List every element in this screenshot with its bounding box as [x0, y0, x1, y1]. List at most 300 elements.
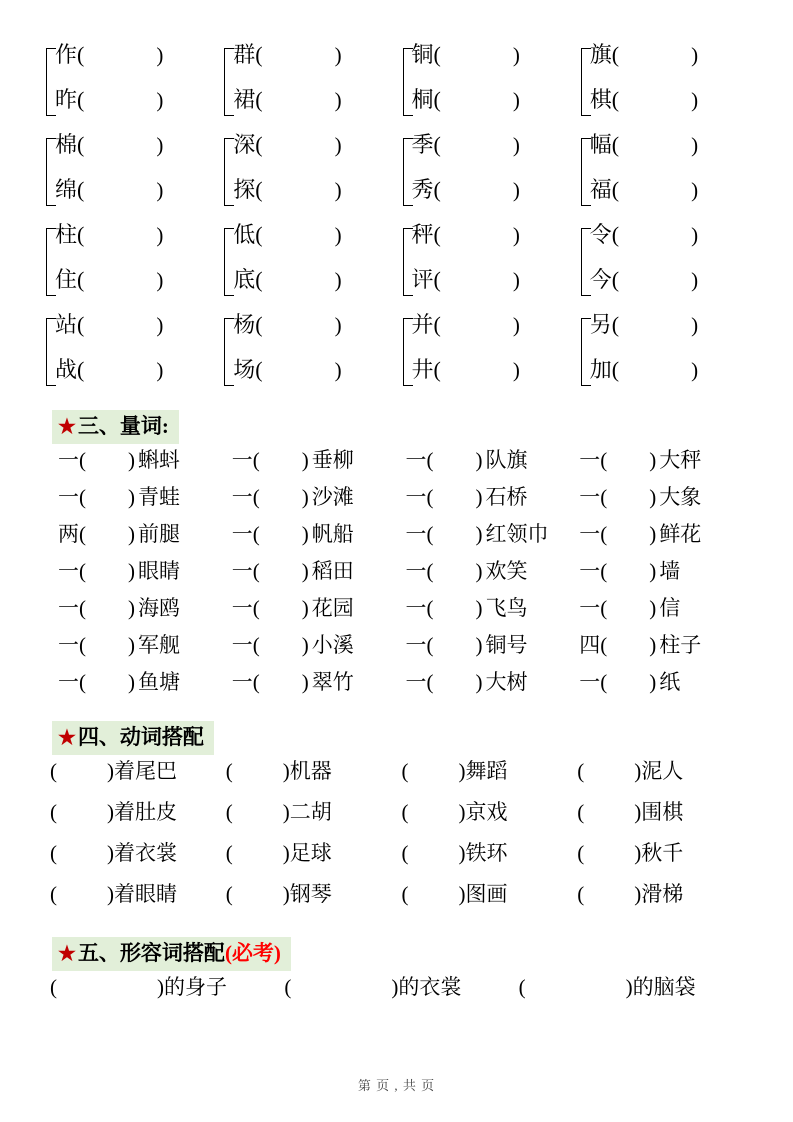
close-paren: ) [156, 358, 164, 382]
close-paren: ) [128, 485, 135, 509]
char-pair-top [55, 44, 163, 66]
char-pair-bottom [590, 269, 698, 291]
quantity-label: 一( [579, 559, 608, 583]
char-label: 旗( [589, 42, 620, 67]
open-paren: ( [50, 759, 57, 783]
measure-word-row [40, 598, 753, 619]
quantity-label: 一( [58, 670, 86, 694]
measure-word-item [406, 561, 580, 582]
close-paren: ) [475, 670, 483, 694]
open-paren: ( [225, 759, 233, 783]
noun-label: 的衣裳 [398, 975, 462, 999]
char-pair-block [40, 128, 218, 218]
char-pair-block [397, 308, 575, 398]
measure-word-item [406, 672, 580, 693]
measure-word-item [406, 450, 580, 471]
object-label: 京戏 [465, 800, 508, 824]
quantity-label: 一( [231, 522, 260, 546]
open-paren: ( [50, 800, 57, 824]
char-pair-row [40, 128, 753, 218]
close-paren: ) [512, 88, 520, 112]
close-paren: ) [282, 759, 290, 783]
noun-label: 大树 [485, 670, 528, 694]
close-paren: ) [649, 448, 657, 472]
adjective-match-item [519, 977, 753, 998]
noun-label: 纸 [659, 670, 681, 694]
char-pair-bottom [590, 179, 698, 201]
star-icon: ★ [58, 943, 76, 965]
char-pair-block [40, 308, 218, 398]
quantity-label: 一( [405, 485, 434, 509]
open-paren: ( [225, 841, 233, 865]
measure-word-item [406, 487, 580, 508]
noun-label: 大秤 [659, 448, 702, 472]
quantity-label: 一( [579, 596, 608, 620]
char-pair-block [575, 308, 753, 398]
close-paren: ) [282, 841, 290, 865]
measure-word-item [58, 635, 232, 656]
noun-label: 沙滩 [311, 485, 354, 509]
close-paren: ) [512, 358, 520, 382]
close-paren: ) [512, 268, 520, 292]
char-pair-block [218, 128, 396, 218]
measure-word-item [232, 561, 406, 582]
close-paren: ) [512, 133, 520, 157]
close-paren: ) [649, 485, 657, 509]
close-paren: ) [156, 133, 164, 157]
verb-match-item [577, 761, 753, 782]
quantity-label: 一( [405, 559, 434, 583]
char-label: 作( [55, 42, 85, 67]
measure-word-item [579, 524, 753, 545]
close-paren: ) [649, 559, 657, 583]
close-paren: ) [649, 522, 657, 546]
close-paren: ) [156, 223, 164, 247]
close-paren: ) [512, 178, 520, 202]
verb-match-item [226, 761, 402, 782]
star-icon: ★ [58, 727, 76, 749]
measure-word-item [58, 672, 232, 693]
char-pair-block [397, 218, 575, 308]
char-pair-bottom [590, 359, 698, 381]
char-pair-top [590, 314, 698, 336]
noun-label: 稻田 [311, 559, 354, 583]
close-paren: ) [691, 358, 699, 382]
close-paren: ) [156, 313, 164, 337]
quantity-label: 四( [579, 633, 608, 657]
close-paren: ) [334, 223, 342, 247]
measure-word-item [232, 672, 406, 693]
close-paren: ) [128, 448, 135, 472]
verb-match-row [40, 802, 753, 823]
object-label: 滑梯 [641, 882, 684, 906]
char-label: 住( [55, 267, 85, 292]
char-pair-bottom [233, 269, 341, 291]
char-label: 站( [55, 312, 85, 337]
close-paren: ) [156, 43, 164, 67]
close-paren: ) [649, 596, 657, 620]
char-pair-top [55, 314, 163, 336]
char-label: 群( [233, 42, 263, 67]
noun-label: 帆船 [311, 522, 354, 546]
measure-word-item [579, 450, 753, 471]
char-pair-block [575, 38, 753, 128]
close-paren: ) [475, 522, 483, 546]
measure-word-item [579, 672, 753, 693]
close-paren: ) [128, 559, 135, 583]
noun-label: 队旗 [485, 448, 528, 472]
close-paren: ) [475, 448, 483, 472]
char-pair-bottom [590, 89, 698, 111]
section-header-adjective-match [52, 937, 291, 971]
char-label: 评( [411, 267, 441, 292]
char-label: 场( [233, 357, 263, 382]
close-paren: ) [107, 882, 114, 906]
quantity-label: 一( [405, 522, 434, 546]
char-pair-top [233, 314, 341, 336]
close-paren: ) [107, 800, 114, 824]
object-label: 着眼睛 [114, 882, 177, 906]
char-pair-block [218, 218, 396, 308]
close-paren: ) [634, 800, 642, 824]
quantity-label: 一( [579, 448, 608, 472]
open-paren: ( [577, 759, 585, 783]
char-label: 低( [233, 222, 263, 247]
char-label: 桐( [411, 87, 441, 112]
close-paren: ) [691, 43, 699, 67]
quantity-label: 一( [405, 633, 434, 657]
noun-label: 欢笑 [485, 559, 528, 583]
close-paren: ) [156, 88, 164, 112]
measure-word-row [40, 487, 753, 508]
measure-word-item [579, 561, 753, 582]
quantity-label: 一( [58, 448, 86, 472]
verb-match-item [402, 761, 578, 782]
quantity-label: 一( [58, 485, 86, 509]
measure-word-row [40, 524, 753, 545]
char-pair-block [40, 218, 218, 308]
object-label: 二胡 [289, 800, 332, 824]
char-pair-bottom [55, 359, 163, 381]
char-label: 季( [411, 132, 441, 157]
char-label: 绵( [55, 177, 85, 202]
char-pair-bottom [55, 269, 163, 291]
measure-word-item [58, 450, 232, 471]
noun-label: 青蛙 [138, 485, 180, 509]
object-label: 着尾巴 [114, 759, 177, 783]
close-paren: ) [458, 759, 466, 783]
section-title: 三、量词: [77, 414, 169, 438]
open-paren: ( [50, 841, 57, 865]
char-label: 加( [589, 357, 620, 382]
section-title: 五、形容词搭配 [77, 941, 225, 965]
char-pair-top [412, 224, 520, 246]
verb-match-row [40, 843, 753, 864]
object-label: 着肚皮 [114, 800, 177, 824]
close-paren: ) [128, 670, 135, 694]
char-pair-block [575, 128, 753, 218]
verb-match-item [50, 761, 226, 782]
char-label: 今( [589, 267, 620, 292]
noun-label: 的脑袋 [632, 975, 696, 999]
page-footer: 第 页 , 共 页 [357, 1078, 436, 1093]
object-label: 机器 [289, 759, 332, 783]
star-icon: ★ [58, 416, 76, 438]
close-paren: ) [475, 596, 483, 620]
close-paren: ) [301, 448, 309, 472]
noun-label: 蝌蚪 [138, 448, 180, 472]
noun-label: 前腿 [138, 522, 180, 546]
close-paren: ) [301, 522, 309, 546]
char-label: 福( [589, 177, 620, 202]
verb-match-row [40, 884, 753, 905]
verb-match-item [50, 843, 226, 864]
char-pair-top [412, 314, 520, 336]
close-paren: ) [156, 178, 164, 202]
char-pair-block [40, 38, 218, 128]
close-paren: ) [301, 485, 309, 509]
char-label: 深( [233, 132, 263, 157]
close-paren: ) [512, 313, 520, 337]
verb-match-item [402, 884, 578, 905]
measure-word-item [232, 450, 406, 471]
measure-word-item [232, 635, 406, 656]
quantity-label: 一( [579, 522, 608, 546]
measure-word-item [406, 524, 580, 545]
char-label: 探( [233, 177, 263, 202]
open-paren: ( [284, 975, 292, 999]
close-paren: ) [301, 670, 309, 694]
verb-match-item [50, 884, 226, 905]
noun-label: 铜号 [485, 633, 528, 657]
char-pair-bottom [233, 89, 341, 111]
char-label: 并( [411, 312, 441, 337]
char-pair-bottom [412, 359, 520, 381]
close-paren: ) [334, 358, 342, 382]
char-pair-top [233, 44, 341, 66]
close-paren: ) [156, 268, 164, 292]
char-pair-top [590, 134, 698, 156]
char-label: 战( [55, 357, 85, 382]
section-header-measure-words [52, 410, 179, 444]
verb-match-section [40, 761, 753, 905]
close-paren: ) [282, 800, 290, 824]
char-label: 杨( [233, 312, 263, 337]
verb-match-item [226, 843, 402, 864]
object-label: 舞蹈 [465, 759, 508, 783]
char-pair-bottom [233, 359, 341, 381]
section-header-verb-match [52, 721, 214, 755]
close-paren: ) [475, 485, 483, 509]
noun-label: 飞鸟 [485, 596, 528, 620]
object-label: 围棋 [641, 800, 684, 824]
adjective-match-section [40, 977, 753, 998]
quantity-label: 一( [405, 596, 434, 620]
open-paren: ( [518, 975, 526, 999]
verb-match-item [226, 884, 402, 905]
quantity-label: 一( [405, 670, 434, 694]
close-paren: ) [301, 596, 309, 620]
noun-label: 柱子 [659, 633, 702, 657]
measure-word-row [40, 672, 753, 693]
section-title: 四、动词搭配 [77, 725, 204, 749]
close-paren: ) [334, 88, 342, 112]
char-label: 铜( [411, 42, 441, 67]
verb-match-item [50, 802, 226, 823]
close-paren: ) [634, 759, 642, 783]
open-paren: ( [577, 841, 585, 865]
close-paren: ) [157, 975, 164, 999]
object-label: 着衣裳 [114, 841, 177, 865]
close-paren: ) [301, 633, 309, 657]
close-paren: ) [512, 223, 520, 247]
section-title-note: (必考) [224, 941, 281, 965]
open-paren: ( [50, 882, 57, 906]
close-paren: ) [475, 633, 483, 657]
char-pair-bottom [55, 89, 163, 111]
close-paren: ) [458, 882, 466, 906]
measure-word-item [232, 524, 406, 545]
open-paren: ( [401, 882, 409, 906]
object-label: 秋千 [641, 841, 684, 865]
measure-word-row [40, 561, 753, 582]
close-paren: ) [334, 133, 342, 157]
quantity-label: 一( [58, 633, 86, 657]
measure-word-row [40, 450, 753, 471]
measure-word-item [58, 598, 232, 619]
close-paren: ) [691, 223, 699, 247]
close-paren: ) [334, 268, 342, 292]
close-paren: ) [634, 841, 642, 865]
char-pair-row [40, 38, 753, 128]
char-pair-row [40, 308, 753, 398]
char-pair-top [233, 134, 341, 156]
char-label: 柱( [55, 222, 85, 247]
verb-match-item [577, 802, 753, 823]
quantity-label: 一( [58, 559, 86, 583]
verb-match-item [577, 884, 753, 905]
char-label: 秀( [411, 177, 441, 202]
noun-label: 石桥 [485, 485, 528, 509]
char-pair-bottom [55, 179, 163, 201]
open-paren: ( [577, 882, 585, 906]
verb-match-item [402, 802, 578, 823]
char-pair-top [590, 224, 698, 246]
verb-match-item [402, 843, 578, 864]
char-label: 昨( [55, 87, 85, 112]
char-pair-top [412, 134, 520, 156]
open-paren: ( [50, 975, 57, 999]
char-pair-top [590, 44, 698, 66]
char-label: 底( [233, 267, 263, 292]
measure-word-item [232, 598, 406, 619]
char-pair-section [40, 38, 753, 398]
noun-label: 红领巾 [485, 522, 549, 546]
close-paren: ) [691, 313, 699, 337]
open-paren: ( [225, 800, 233, 824]
char-pair-top [233, 224, 341, 246]
close-paren: ) [691, 178, 699, 202]
quantity-label: 一( [231, 596, 260, 620]
close-paren: ) [334, 178, 342, 202]
char-pair-top [55, 224, 163, 246]
close-paren: ) [475, 559, 483, 583]
char-label: 棋( [589, 87, 620, 112]
object-label: 足球 [289, 841, 332, 865]
noun-label: 海鸥 [138, 596, 180, 620]
close-paren: ) [691, 268, 699, 292]
char-label: 裙( [233, 87, 263, 112]
char-label: 井( [411, 357, 441, 382]
open-paren: ( [401, 800, 409, 824]
quantity-label: 一( [579, 485, 608, 509]
char-label: 棉( [55, 132, 85, 157]
char-label: 另( [589, 312, 620, 337]
char-pair-top [55, 134, 163, 156]
char-pair-block [397, 128, 575, 218]
close-paren: ) [107, 759, 114, 783]
close-paren: ) [691, 133, 699, 157]
close-paren: ) [691, 88, 699, 112]
open-paren: ( [401, 759, 409, 783]
close-paren: ) [128, 596, 135, 620]
char-label: 令( [589, 222, 620, 247]
noun-label: 墙 [659, 559, 681, 583]
measure-word-section [40, 450, 753, 693]
noun-label: 垂柳 [311, 448, 354, 472]
object-label: 钢琴 [289, 882, 332, 906]
noun-label: 军舰 [138, 633, 180, 657]
quantity-label: 一( [231, 670, 260, 694]
verb-match-item [577, 843, 753, 864]
quantity-label: 一( [58, 596, 86, 620]
measure-word-item [58, 487, 232, 508]
char-pair-bottom [412, 89, 520, 111]
char-pair-block [218, 308, 396, 398]
close-paren: ) [107, 841, 114, 865]
char-pair-row [40, 218, 753, 308]
quantity-label: 一( [579, 670, 608, 694]
char-pair-block [218, 38, 396, 128]
char-label: 秤( [411, 222, 441, 247]
close-paren: ) [128, 522, 135, 546]
close-paren: ) [512, 43, 520, 67]
measure-word-item [58, 561, 232, 582]
object-label: 铁环 [465, 841, 508, 865]
quantity-label: 一( [405, 448, 434, 472]
close-paren: ) [334, 313, 342, 337]
char-pair-block [397, 38, 575, 128]
measure-word-item [406, 635, 580, 656]
object-label: 图画 [465, 882, 508, 906]
adjective-match-item [50, 977, 284, 998]
measure-word-item [406, 598, 580, 619]
close-paren: ) [301, 559, 309, 583]
measure-word-item [579, 598, 753, 619]
noun-label: 鱼塘 [138, 670, 180, 694]
quantity-label: 一( [231, 448, 260, 472]
adjective-match-item [284, 977, 518, 998]
quantity-label: 一( [231, 485, 260, 509]
worksheet-content [40, 38, 753, 1008]
close-paren: ) [282, 882, 290, 906]
noun-label: 信 [659, 596, 681, 620]
char-label: 幅( [589, 132, 620, 157]
object-label: 泥人 [641, 759, 684, 783]
verb-match-row [40, 761, 753, 782]
measure-word-item [579, 635, 753, 656]
open-paren: ( [401, 841, 409, 865]
